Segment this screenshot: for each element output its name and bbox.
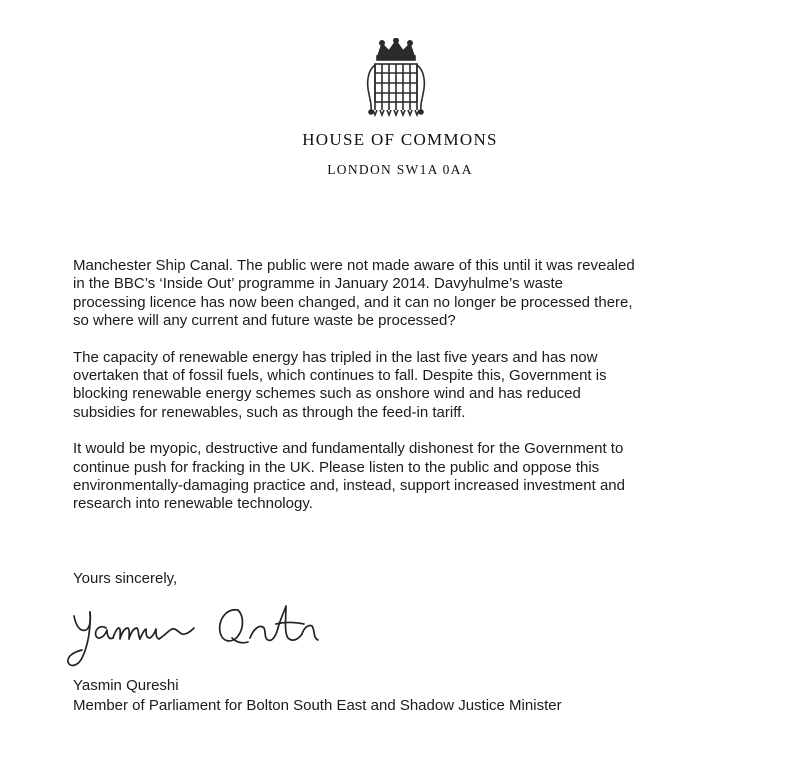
signatory-name: Yasmin Qureshi <box>73 677 179 694</box>
letter-body <box>73 257 733 532</box>
body-paragraph: The capacity of renewable energy has tripled in the last five years and has now overtaken that of fossil fuels, which continues to fall. Despite this, Government is blocking renewable energy schemes such as onshore wind and has reduced subsidies for renewables, such as through the feed-in tariff. <box>73 348 607 421</box>
closing-salutation: Yours sincerely, <box>73 570 178 587</box>
signatory-role: Member of Parliament for Bolton South East and Shadow Justice Minister <box>73 697 562 714</box>
letterhead-title: HOUSE OF COMMONS <box>302 130 498 149</box>
handwritten-signature <box>60 598 340 674</box>
portcullis-icon <box>362 38 430 118</box>
body-paragraph: Manchester Ship Canal. The public were not made aware of this until it was revealed in the BBC’s ‘Inside Out’ programme in January 2014. Davyhulme’s waste processing licence has now been changed, and it can no longer be processed there, so where will any current and future waste be processed? <box>73 257 635 329</box>
body-paragraph: It would be myopic, destructive and fundamentally dishonest for the Government to continue push for fracking in the UK. Please listen to the public and oppose this environmentally-damaging practice and, instead, support increased investment and research into renewable technology. <box>73 440 625 513</box>
letterhead-address: LONDON SW1A 0AA <box>327 162 473 177</box>
